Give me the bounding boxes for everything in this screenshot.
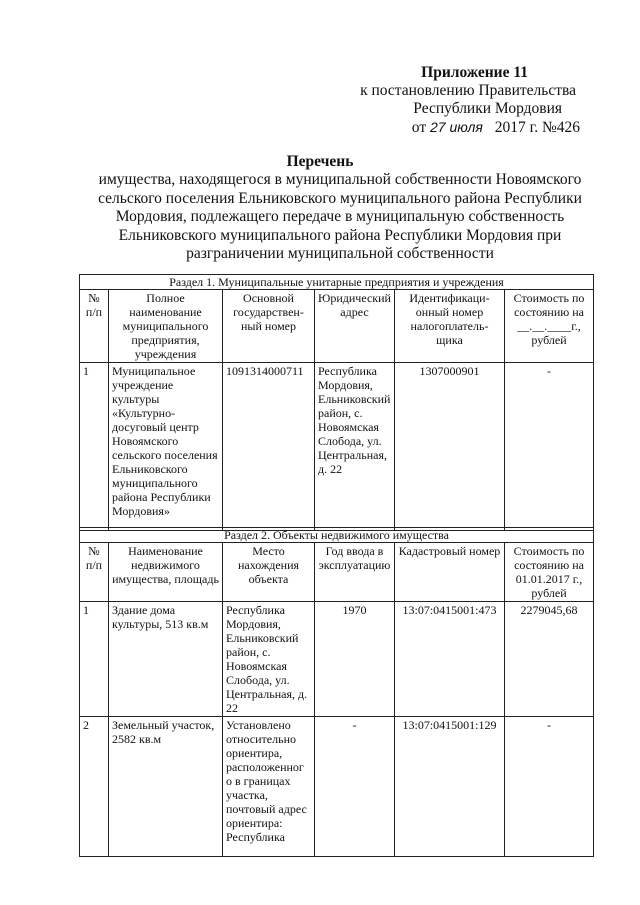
s2-row1-cost: 2279045,68 — [505, 602, 594, 717]
s1-row-name: Муниципальное учреждение культуры «Культурно-досуговый центр Новоямского сельского поселения Ельниковского муниципального района Республики Мордовия» — [109, 363, 223, 531]
section2-title: Раздел 2. Объекты недвижимого имущества — [80, 528, 594, 543]
s2-header-location: Место нахождения объекта — [223, 543, 315, 602]
s2-row2-name: Земельный участок, 2582 кв.м — [109, 717, 223, 857]
s2-row2-cadastral: 13:07:0415001:129 — [395, 717, 505, 857]
date-prefix: от — [411, 119, 427, 136]
s1-header-cost: Стоимость по состоянию на __.__.____г., рублей — [505, 290, 594, 363]
s2-row1-cadastral: 13:07:0415001:473 — [395, 602, 505, 717]
s2-row1-num: 1 — [80, 602, 109, 717]
table-row — [80, 602, 594, 717]
appendix-line-2: Республики Мордовия — [413, 100, 562, 117]
date-month: июля — [449, 119, 483, 135]
s2-row1-name: Здание дома культуры, 513 кв.м — [109, 602, 223, 717]
s1-row-cost: - — [505, 363, 594, 531]
section1-table — [79, 274, 594, 531]
s1-header-ogrn: Основной государствен-ный номер — [223, 290, 315, 363]
s1-header-name: Полное наименование муниципального предприятия, учреждения — [109, 290, 223, 363]
s2-row1-year: 1970 — [315, 602, 395, 717]
section2-table — [79, 527, 594, 857]
document-title: Перечень — [286, 153, 354, 170]
appendix-line-1: к постановлению Правительства — [360, 82, 576, 99]
appendix-date — [360, 118, 580, 137]
s2-row2-cost: - — [505, 717, 594, 857]
table-row — [80, 363, 594, 531]
s1-header-num: № п/п — [80, 290, 109, 363]
s1-header-inn: Идентификаци-онный номер налогоплатель-щика — [395, 290, 505, 363]
s2-header-num: № п/п — [80, 543, 109, 602]
s2-header-name: Наименование недвижимого имущества, площадь — [109, 543, 223, 602]
date-year-number: 2017 г. №426 — [494, 119, 580, 136]
s1-row-inn: 1307000901 — [395, 363, 505, 531]
document-subtitle: имущества, находящегося в муниципальной собственности Новоямского сельского поселения Ельниковского муниципального района Республики Мордовия, подлежащего передаче в муниципальную собственность Ельниковского муниципального района Республики Мордовия при разграничении муниципальной собственности — [98, 171, 582, 262]
appendix-block — [360, 64, 580, 137]
s2-row2-location: Установлено относительно ориентира, расположенног о в границах участка, почтовый адрес ориентира: Республика — [223, 717, 315, 857]
appendix-title: Приложение 11 — [421, 64, 528, 81]
s1-row-num: 1 — [80, 363, 109, 531]
s1-row-address: Республика Мордовия, Ельниковский район, с. Новоямская Слобода, ул. Центральная, д. 22 — [315, 363, 395, 531]
s2-row1-location: Республика Мордовия, Ельниковский район, с. Новоямская Слобода, ул. Центральная, д. 22 — [223, 602, 315, 717]
date-day: 27 — [430, 119, 446, 135]
s2-header-cost: Стоимость по состоянию на 01.01.2017 г., рублей — [505, 543, 594, 602]
s2-row2-year: - — [315, 717, 395, 857]
s2-row2-num: 2 — [80, 717, 109, 857]
section1-title: Раздел 1. Муниципальные унитарные предприятия и учреждения — [80, 275, 594, 290]
s2-header-cadastral: Кадастровый номер — [395, 543, 505, 602]
s1-row-ogrn: 1091314000711 — [223, 363, 315, 531]
s2-header-year: Год ввода в эксплуатацию — [315, 543, 395, 602]
s1-header-address: Юридический адрес — [315, 290, 395, 363]
table-row — [80, 717, 594, 857]
